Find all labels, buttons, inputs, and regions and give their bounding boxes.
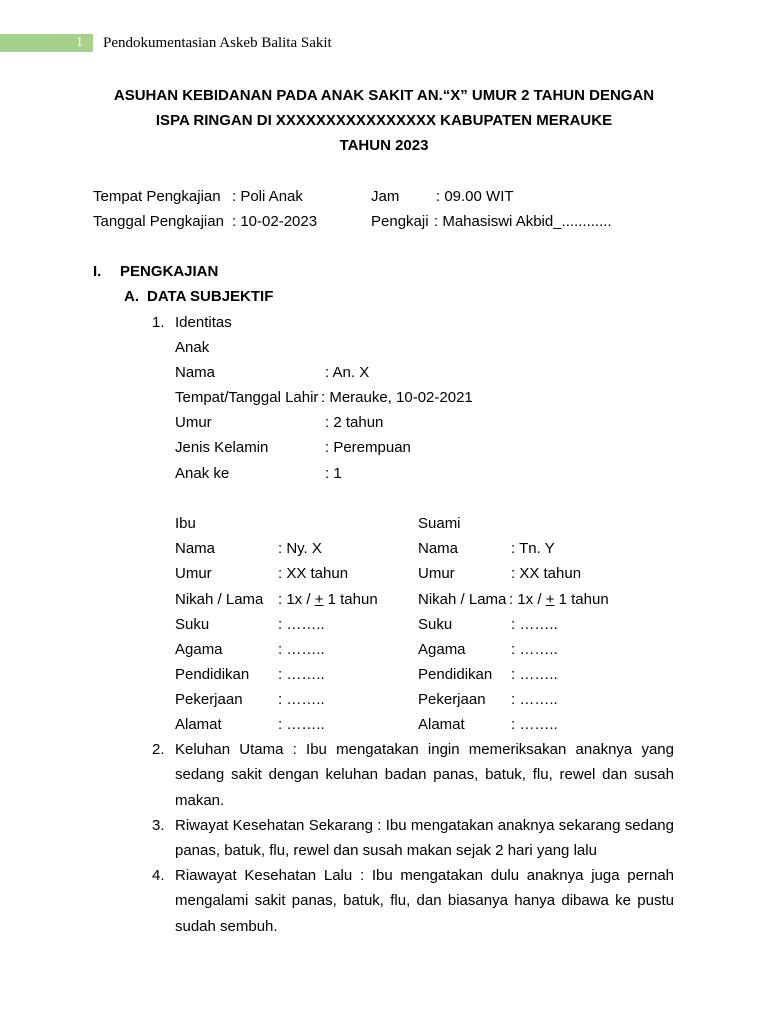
anak-heading: Anak <box>175 339 210 356</box>
pengkaji-label: Pengkaji <box>371 213 429 230</box>
ibu-field-value: : …….. <box>278 641 325 658</box>
suami-field-value: : …….. <box>511 666 558 683</box>
suami-field-value: : XX tahun <box>511 565 582 582</box>
ibu-field-value: : 1x / + 1 tahun <box>278 591 378 608</box>
anak-field-label: Nama <box>175 364 216 381</box>
item-number: 2. <box>152 741 165 758</box>
identitas-label: Identitas <box>175 314 232 331</box>
ibu-field-value: : …….. <box>278 666 325 683</box>
tempat-label: Tempat Pengkajian <box>93 188 221 205</box>
ibu-field-label: Umur <box>175 565 212 582</box>
anak-field-value: : 2 tahun <box>325 414 384 431</box>
page-number: 1 <box>76 35 83 50</box>
ibu-field-label: Pendidikan <box>175 666 250 683</box>
suami-field-value: : …….. <box>511 616 558 633</box>
suami-heading: Suami <box>418 515 461 532</box>
ibu-field-value: : …….. <box>278 691 325 708</box>
item-number: 3. <box>152 817 165 834</box>
tempat-value: : Poli Anak <box>232 188 303 205</box>
doc-title-line-1: ASUHAN KEBIDANAN PADA ANAK SAKIT AN.“X” UMUR 2 TAHUN DENGAN <box>113 87 655 104</box>
anak-field-value: : Merauke, 10-02-2021 <box>321 389 473 406</box>
anak-field-label: Tempat/Tanggal Lahir <box>175 389 319 406</box>
anak-field-value: : 1 <box>325 465 342 482</box>
anak-field-label: Anak ke <box>175 465 230 482</box>
ibu-field-label: Suku <box>175 616 210 633</box>
subsection-title: DATA SUBJEKTIF <box>147 288 274 305</box>
pengkaji-value: : Mahasiswi Akbid_............ <box>434 213 612 230</box>
ibu-field-label: Pekerjaan <box>175 691 243 708</box>
suami-field-label: Umur <box>418 565 455 582</box>
tanggal-label: Tanggal Pengkajian <box>93 213 224 230</box>
suami-field-value: : …….. <box>511 691 558 708</box>
running-header-title: Pendokumentasian Askeb Balita Sakit <box>103 35 332 51</box>
jam-label: Jam <box>371 188 400 205</box>
suami-field-value: : …….. <box>511 716 558 733</box>
doc-title-line-3: TAHUN 2023 <box>339 137 429 154</box>
doc-title-line-2: ISPA RINGAN DI XXXXXXXXXXXXXXXX KABUPATEN MERAUKE <box>155 112 613 129</box>
ibu-heading: Ibu <box>175 515 196 532</box>
suami-field-label: Agama <box>418 641 466 658</box>
keluhan-utama-paragraph: Keluhan Utama : Ibu mengatakan ingin memeriksakan anaknya yang sedang sakit dengan keluhan badan panas, batuk, flu, rewel dan susah makan. <box>175 741 674 809</box>
ibu-field-label: Nikah / Lama <box>175 591 264 608</box>
ibu-field-value: : XX tahun <box>278 565 349 582</box>
ibu-field-value: : …….. <box>278 716 325 733</box>
suami-field-value: : 1x / + 1 tahun <box>509 591 609 608</box>
riwayat-sekarang-paragraph: Riwayat Kesehatan Sekarang : Ibu mengatakan anaknya sekarang sedang panas, batuk, flu, rewel dan susah makan sejak 2 hari yang lalu <box>175 817 674 860</box>
riwayat-lalu-paragraph: Riawayat Kesehatan Lalu : Ibu mengatakan dulu anaknya juga pernah mengalami sakit panas, batuk, flu, dan biasanya hanya dibawa ke pustu sudah sembuh. <box>175 867 674 935</box>
anak-field-label: Jenis Kelamin <box>175 439 269 456</box>
ibu-field-label: Nama <box>175 540 216 557</box>
suami-field-label: Pekerjaan <box>418 691 486 708</box>
ibu-field-label: Agama <box>175 641 223 658</box>
suami-field-label: Pendidikan <box>418 666 493 683</box>
ibu-field-value: : Ny. X <box>278 540 322 557</box>
suami-field-value: : Tn. Y <box>511 540 555 557</box>
suami-field-label: Suku <box>418 616 453 633</box>
suami-field-label: Nama <box>418 540 459 557</box>
ibu-field-label: Alamat <box>175 716 222 733</box>
section-number: I. <box>93 263 102 280</box>
subsection-number: A. <box>124 288 139 305</box>
anak-field-value: : Perempuan <box>325 439 411 456</box>
item-number: 1. <box>152 314 165 331</box>
suami-field-value: : …….. <box>511 641 558 658</box>
suami-field-label: Nikah / Lama <box>418 591 507 608</box>
jam-value: : 09.00 WIT <box>436 188 514 205</box>
ibu-field-value: : …….. <box>278 616 325 633</box>
item-number: 4. <box>152 867 165 884</box>
anak-field-value: : An. X <box>325 364 370 381</box>
tanggal-value: : 10-02-2023 <box>232 213 318 230</box>
section-title: PENGKAJIAN <box>120 263 219 280</box>
suami-field-label: Alamat <box>418 716 465 733</box>
anak-field-label: Umur <box>175 414 212 431</box>
